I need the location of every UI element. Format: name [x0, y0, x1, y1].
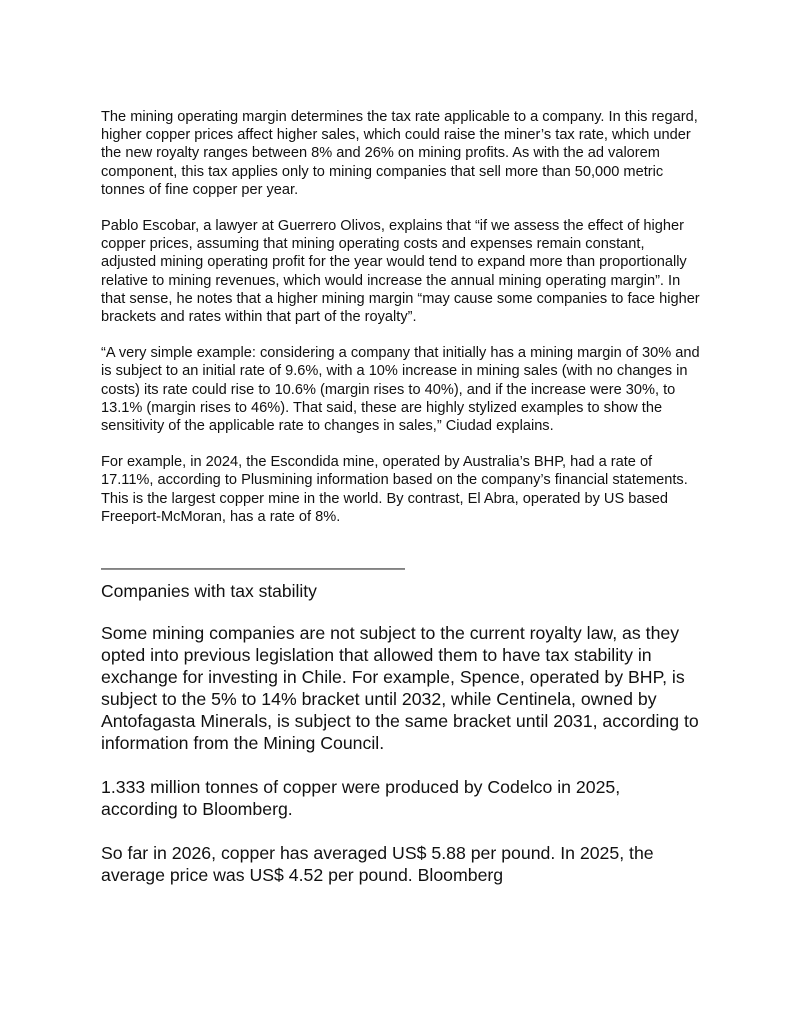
section-divider: ———————————————————	[101, 560, 405, 578]
article-body-small	[101, 108, 701, 526]
document-page	[101, 108, 701, 908]
section-heading: Companies with tax stability	[101, 581, 317, 602]
paragraph-simple-example: “A very simple example: considering a company that initially has a mining margin of 30% and is subject to an initial rate of 9.6%, with a 10% increase in mining sales (with no changes in costs) its rate could rise to 10.6% (margin rises to 40%), and if the increase were 30%, to 13.1% (margin rises to 46%). That said, these are highly stylized examples to show the sensitivity of the applicable rate to changes in sales,” Ciudad explains.	[101, 345, 700, 435]
paragraph-tax-stability: Some mining companies are not subject to the current royalty law, as they opted into previous legislation that allowed them to have tax stability in exchange for investing in Chile. For example, Spence, operated by BHP, is subject to the 5% to 14% bracket until 2032, while Centinela, owned by Antofagasta Minerals, is subject to the same bracket until 2031, according to information from the Mining Council.	[101, 623, 699, 754]
paragraph-lawyer-quote: Pablo Escobar, a lawyer at Guerrero Olivos, explains that “if we assess the effect of higher copper prices, assuming that mining operating costs and expenses remain constant, adjusted mining operating profit for the year would tend to expand more than proportionally relative to mining revenues, which would increase the annual mining operating margin”. In that sense, he notes that a higher mining margin “may cause some companies to face higher brackets and rates within that part of the royalty”.	[101, 218, 700, 326]
article-body-large	[101, 622, 701, 886]
paragraph-margin-tax-rate: The mining operating margin determines the tax rate applicable to a company. In this regard, higher copper prices affect higher sales, which could raise the miner’s tax rate, which under the new royalty ranges between 8% and 26% on mining profits. As with the ad valorem component, this tax applies only to mining companies that sell more than 50,000 metric tonnes of fine copper per year.	[101, 109, 698, 198]
paragraph-escondida-example: For example, in 2024, the Escondida mine, operated by Australia’s BHP, had a rate of 17.11%, according to Plusmining information based on the company’s financial statements. This is the largest copper mine in the world. By contrast, El Abra, operated by US based Freeport-McMoran, has a rate of 8%.	[101, 454, 688, 525]
paragraph-copper-price: So far in 2026, copper has averaged US$ 5.88 per pound. In 2025, the average price was US$ 4.52 per pound. Bloomberg	[101, 843, 654, 886]
paragraph-codelco-production: 1.333 million tonnes of copper were produced by Codelco in 2025, according to Bloomberg.	[101, 777, 621, 820]
